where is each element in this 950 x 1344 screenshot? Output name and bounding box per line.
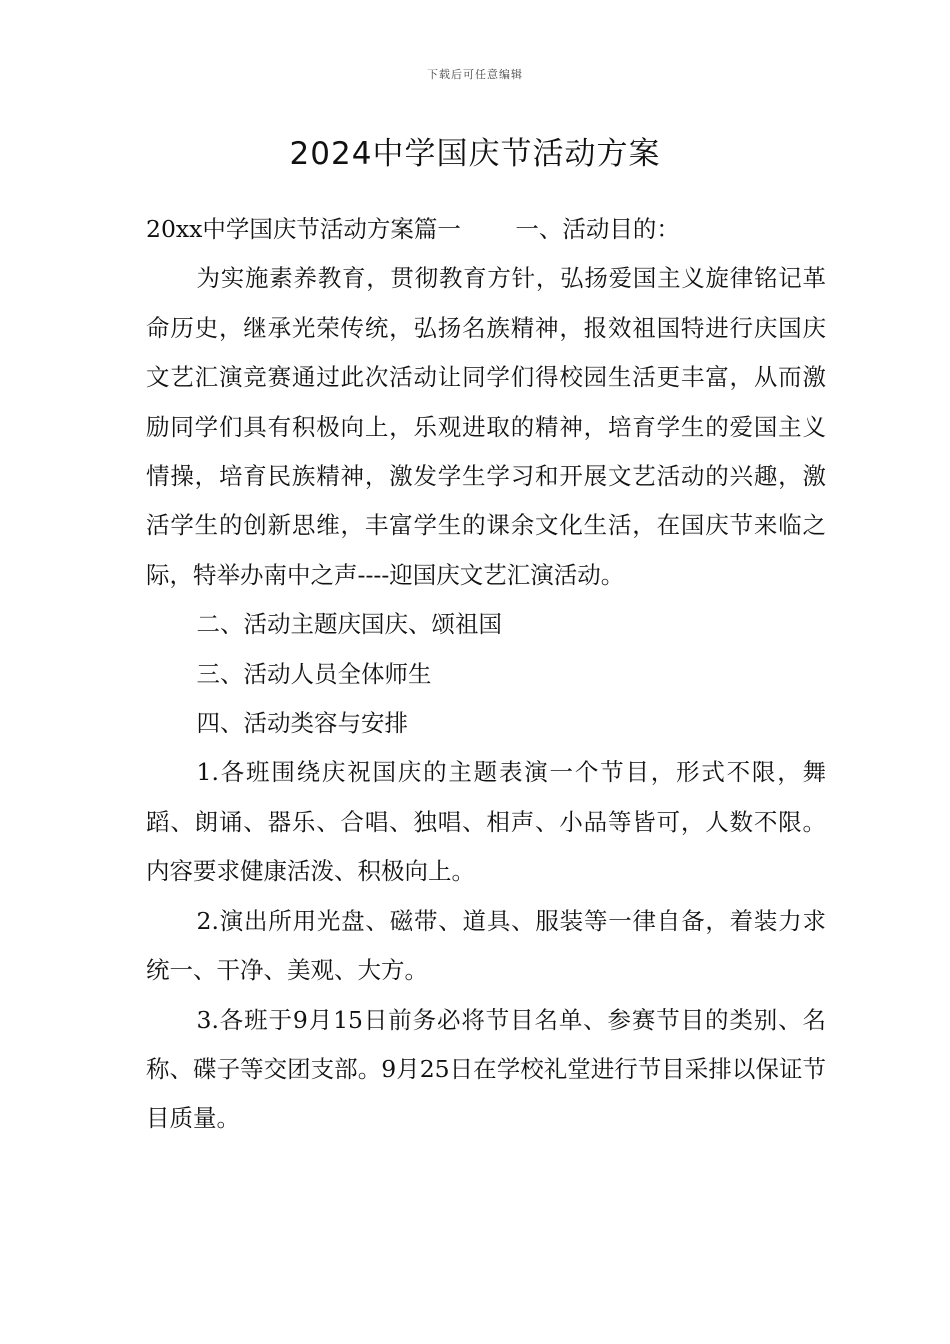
- paragraph-item-2: 2.演出所用光盘、磁带、道具、服装等一律自备，着装力求统一、干净、美观、大方。: [146, 906, 826, 985]
- document-body: [146, 205, 826, 1144]
- paragraph-participants: 三、活动人员全体师生: [196, 659, 432, 688]
- paragraph-item-3: 3.各班于9月15日前务必将节目名单、参赛节目的类别、名称、碟子等交团支部。9月25日在学校礼堂进行节目采排以保证节目质量。: [146, 1005, 826, 1133]
- paragraph-theme: 二、活动主题庆国庆、颂祖国: [196, 610, 503, 639]
- paragraph-purpose: 为实施素养教育，贯彻教育方针，弘扬爱国主义旋律铭记革命历史，继承光荣传统，弘扬名族精神，报效祖国特进行庆国庆文艺汇演竞赛通过此次活动让同学们得校园生活更丰富，从而激励同学们具有积极向上，乐观进取的精神，培育学生的爱国主义情操，培育民族精神，激发学生学习和开展文艺活动的兴趣，激活学生的创新思维，丰富学生的课余文化生活，在国庆节来临之际，特举办南中之声----迎国庆文艺汇演活动。: [146, 264, 826, 589]
- header-note: 下载后可任意编辑: [427, 68, 523, 81]
- first-line: 20xx中学国庆节活动方案篇一 一、活动目的：: [146, 215, 680, 243]
- document-title: 2024中学国庆节活动方案: [289, 136, 661, 172]
- paragraph-arrangement-heading: 四、活动类容与安排: [196, 709, 409, 738]
- paragraph-item-1: 1.各班围绕庆祝国庆的主题表演一个节目，形式不限，舞蹈、朗诵、器乐、合唱、独唱、相声、小品等皆可，人数不限。内容要求健康活泼、积极向上。: [146, 758, 826, 886]
